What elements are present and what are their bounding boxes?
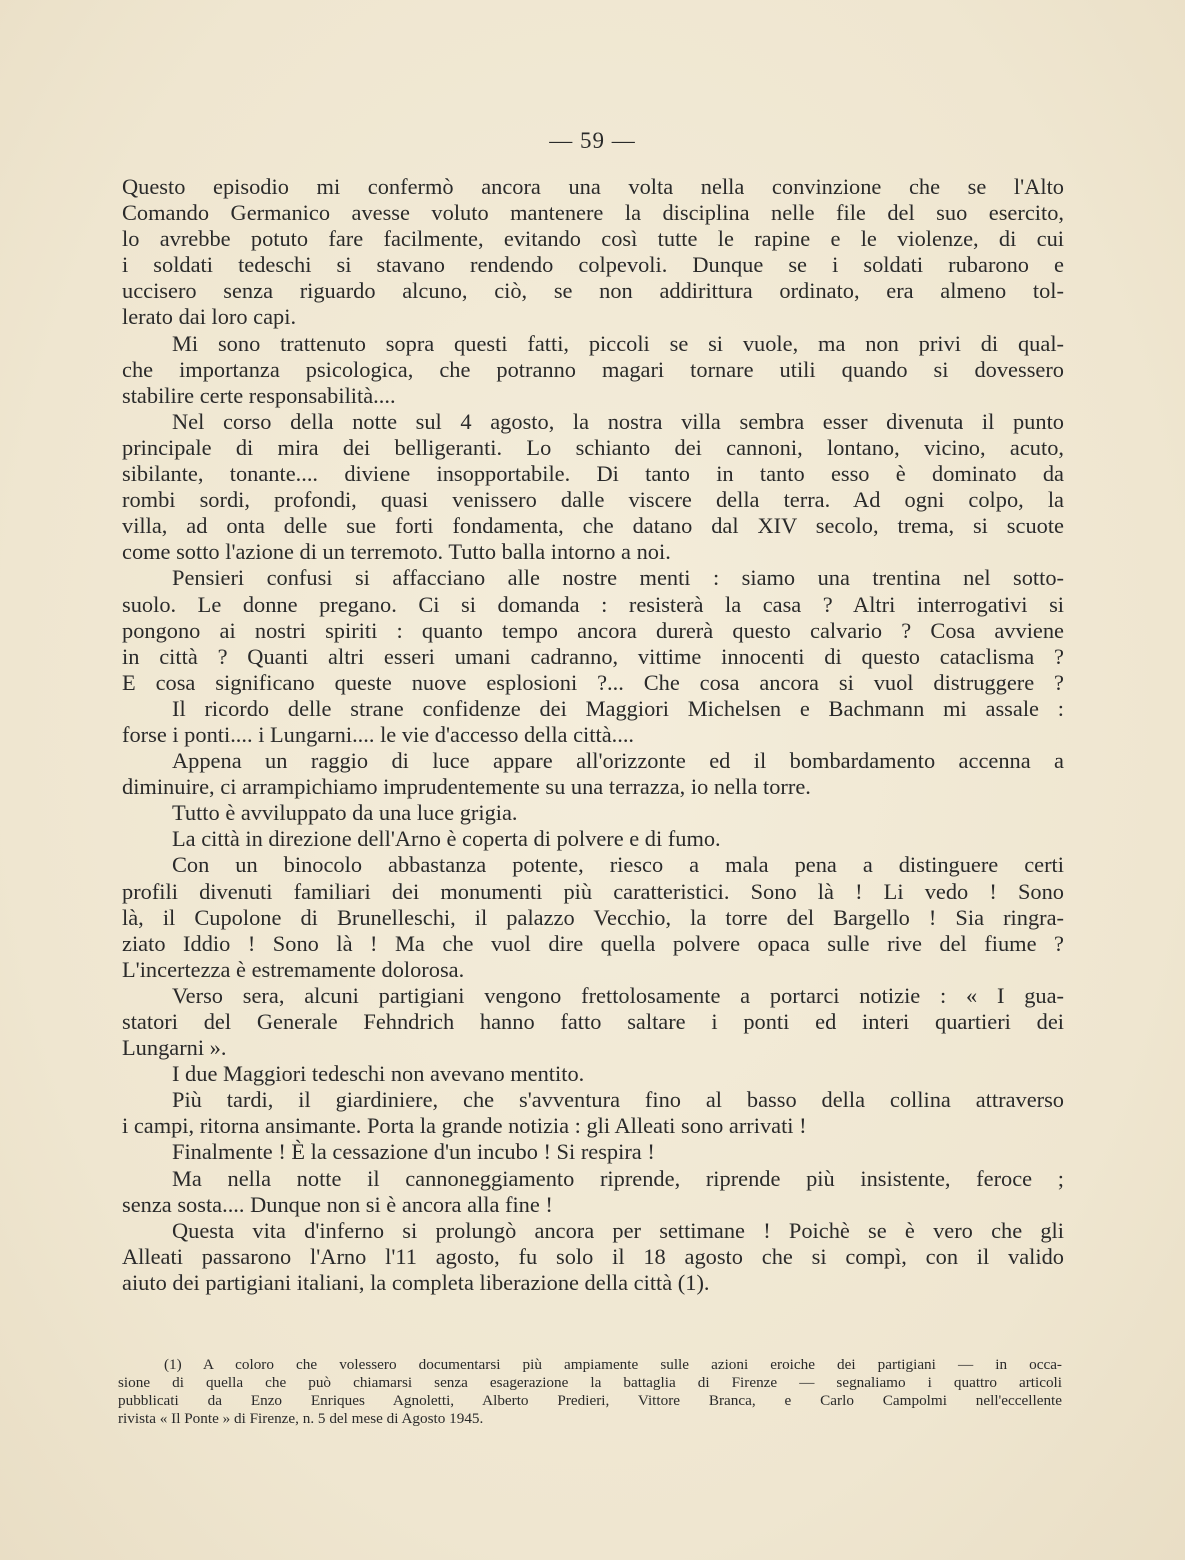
page-number: — 59 — [549, 128, 636, 153]
text-line: La città in direzione dell'Arno è coperta di polvere e di fumo. [172, 826, 721, 852]
text-line: villa, ad onta delle sue forti fondamenta, che datano dal XIV secolo, trema, si scuote [122, 513, 1064, 539]
text-line: Questa vita d'inferno si prolungò ancora per settimane ! Poichè se è vero che gli [172, 1217, 1064, 1243]
text-line: lo avrebbe potuto fare facilmente, evitando così tutte le rapine e le violenze, di cui [122, 226, 1064, 252]
text-line: aiuto dei partigiani italiani, la completa liberazione della città (1). [122, 1269, 710, 1295]
text-line: Più tardi, il giardiniere, che s'avventura fino al basso della collina attraverso [172, 1087, 1064, 1113]
text-line: Tutto è avviluppato da una luce grigia. [172, 800, 518, 826]
text-line: pongono ai nostri spiriti : quanto tempo ancora durerà questo calvario ? Cosa avviene [122, 617, 1064, 643]
text-line: senza sosta.... Dunque non si è ancora alla fine ! [122, 1191, 553, 1217]
text-line: Alleati passarono l'Arno l'11 agosto, fu solo il 18 agosto che si compì, con il valido [122, 1243, 1064, 1269]
text-line: come sotto l'azione di un terremoto. Tutto balla intorno a noi. [122, 539, 671, 565]
text-line: in città ? Quanti altri esseri umani cadranno, vittime innocenti di questo cataclisma ? [122, 643, 1064, 669]
body-text [122, 174, 1064, 1296]
text-line: stabilire certe responsabilità.... [122, 382, 396, 408]
text-line: lerato dai loro capi. [122, 304, 297, 330]
footnote [118, 1356, 1062, 1428]
footnote-line: (1) A coloro che volessero documentarsi più ampiamente sulle azioni eroiche dei partigiani — in occa- [164, 1356, 1062, 1373]
text-line: i soldati tedeschi si stavano rendendo colpevoli. Dunque se i soldati rubarono e [122, 252, 1064, 278]
text-line: Questo episodio mi confermò ancora una volta nella convinzione che se l'Alto [122, 174, 1064, 199]
text-line: L'incertezza è estremamente dolorosa. [122, 956, 465, 982]
text-line: I due Maggiori tedeschi non avevano mentito. [172, 1061, 585, 1087]
text-line: Finalmente ! È la cessazione d'un incubo ! Si respira ! [172, 1139, 655, 1165]
text-line: suolo. Le donne pregano. Ci si domanda : resisterà la casa ? Altri interrogativi si [122, 591, 1064, 617]
text-line: statori del Generale Fehndrich hanno fatto saltare i ponti ed interi quartieri dei [122, 1009, 1064, 1034]
footnote-line: sione di quella che può chiamarsi senza esagerazione la battaglia di Firenze — segnaliamo i quattro articoli [118, 1374, 1062, 1391]
text-line: Verso sera, alcuni partigiani vengono frettolosamente a portarci notizie : « I gua- [172, 982, 1064, 1008]
text-line: forse i ponti.... i Lungarni.... le vie d'accesso della città.... [122, 721, 635, 747]
text-line: rombi sordi, profondi, quasi venissero dalle viscere della terra. Ad ogni colpo, la [122, 487, 1064, 513]
text-line: Pensieri confusi si affacciano alle nostre menti : siamo una trentina nel sotto- [172, 565, 1064, 591]
text-line: profili divenuti familiari dei monumenti più caratteristici. Sono là ! Li vedo ! Sono [122, 878, 1064, 904]
text-line: Nel corso della notte sul 4 agosto, la nostra villa sembra esser divenuta il punto [172, 408, 1064, 434]
text-line: là, il Cupolone di Brunelleschi, il palazzo Vecchio, la torre del Bargello ! Sia ringra- [122, 904, 1064, 930]
footnote-line: rivista « Il Ponte » di Firenze, n. 5 del mese di Agosto 1945. [118, 1410, 484, 1427]
text-line: Mi sono trattenuto sopra questi fatti, piccoli se si vuole, ma non privi di qual- [172, 330, 1064, 356]
footnote-line: pubblicati da Enzo Enriques Agnoletti, Alberto Predieri, Vittore Branca, e Carlo Campolmi nell'eccellente [118, 1392, 1062, 1409]
text-line: Lungarni ». [122, 1035, 227, 1061]
text-line: principale di mira dei belligeranti. Lo schianto dei cannoni, lontano, vicino, acuto, [122, 434, 1064, 460]
text-line: Il ricordo delle strane confidenze dei Maggiori Michelsen e Bachmann mi assale : [172, 695, 1064, 721]
text-line: sibilante, tonante.... diviene insopportabile. Di tanto in tanto esso è dominato da [122, 461, 1064, 487]
text-line: ziato Iddio ! Sono là ! Ma che vuol dire quella polvere opaca sulle rive del fiume ? [122, 930, 1064, 956]
text-line: Comando Germanico avesse voluto mantenere la disciplina nelle file del suo esercito, [122, 200, 1064, 226]
text-line: diminuire, ci arrampichiamo imprudentemente su una terrazza, io nella torre. [122, 774, 811, 800]
text-line: Ma nella notte il cannoneggiamento riprende, riprende più insistente, feroce ; [172, 1165, 1064, 1191]
text-line: Con un binocolo abbastanza potente, riesco a mala pena a distinguere certi [172, 852, 1064, 878]
text-line: Appena un raggio di luce appare all'orizzonte ed il bombardamento accenna a [172, 748, 1064, 774]
text-line: E cosa significano queste nuove esplosioni ?... Che cosa ancora si vuol distruggere ? [122, 669, 1064, 695]
text-line: i campi, ritorna ansimante. Porta la grande notizia : gli Alleati sono arrivati ! [122, 1113, 807, 1139]
text-line: uccisero senza riguardo alcuno, ciò, se non addirittura ordinato, era almeno tol- [122, 278, 1064, 304]
text-line: che importanza psicologica, che potranno magari tornare utili quando si dovessero [122, 356, 1064, 382]
